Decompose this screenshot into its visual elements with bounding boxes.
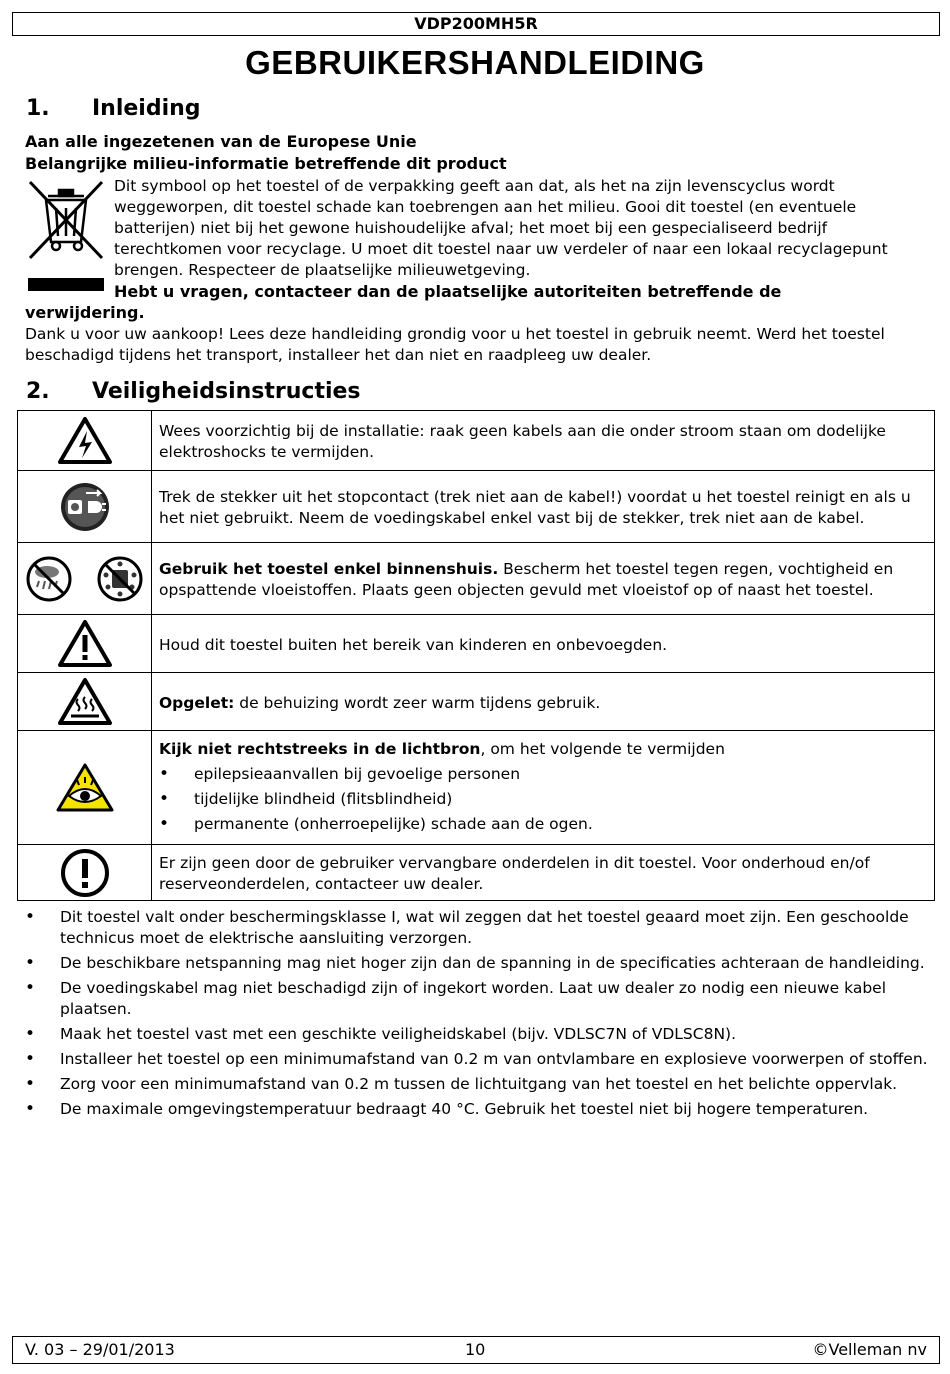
list-item: • Installeer het toestel op een minimumafstand van 0.2 m van ontvlambare en explosieve voorwerpen of stoffen. bbox=[25, 1049, 930, 1070]
version-date: V. 03 – 29/01/2013 bbox=[25, 1340, 175, 1359]
list-item: • tijdelijke blindheid (flitsblindheid) bbox=[159, 789, 928, 810]
page-footer bbox=[12, 1336, 940, 1364]
exclamation-circle-icon bbox=[60, 848, 110, 898]
document-title: GEBRUIKERSHANDLEIDING bbox=[245, 44, 705, 81]
list-item: • Zorg voor een minimumafstand van 0.2 m tussen de lichtuitgang van het toestel en het belichte oppervlak. bbox=[25, 1074, 930, 1095]
safety-instructions-table bbox=[17, 410, 935, 901]
eye-hazard-icon bbox=[55, 762, 115, 814]
contact-authorities-text: Hebt u vragen, contacteer dan de plaatselijke autoriteiten betreffende de bbox=[114, 282, 782, 301]
safety-text: Houd dit toestel buiten het bereik van kinderen en onbevoegden. bbox=[152, 615, 935, 673]
safety-text-rest: Bescherm het toestel tegen regen, vochtigheid en opspattende vloeistoffen. Plaats geen objecten gevuld met vloeistof op of naast het toestel. bbox=[159, 560, 894, 599]
section-heading-introduction bbox=[26, 96, 201, 121]
general-warning-icon bbox=[57, 619, 113, 669]
page-number: 10 bbox=[465, 1340, 486, 1359]
safety-row bbox=[18, 615, 935, 673]
safety-emphasis: Opgelet: bbox=[159, 693, 235, 712]
safety-row bbox=[18, 471, 935, 543]
section-title: Inleiding bbox=[92, 96, 201, 121]
list-item: • permanente (onherroepelijke) schade aan de ogen. bbox=[159, 814, 928, 835]
safety-text: Wees voorzichtig bij de installatie: raak geen kabels aan die onder stroom staan om dodelijke elektroshocks te vermijden. bbox=[152, 411, 935, 471]
safety-text: Trek de stekker uit het stopcontact (trek niet aan de kabel!) voordat u het toestel reinigt en als u het niet gebruikt. Neem de voedingskabel enkel vast bij de stekker, trek niet aan de kabel. bbox=[152, 471, 935, 543]
eu-residents-heading: Aan alle ingezetenen van de Europese Unie bbox=[25, 132, 417, 151]
list-item: • epilepsieaanvallen bij gevoelige personen bbox=[159, 764, 928, 785]
thank-you-text: Dank u voor uw aankoop! Lees deze handleiding grondig voor u het toestel in gebruik neemt. Werd het toestel beschadigd tijdens het transport, installeer het dan niet en raadpleeg uw dealer. bbox=[25, 325, 885, 364]
safety-row bbox=[18, 411, 935, 471]
section-title: Veiligheidsinstructies bbox=[92, 379, 361, 404]
safety-text bbox=[152, 673, 935, 731]
safety-emphasis: Kijk niet rechtstreeks in de lichtbron bbox=[159, 740, 481, 758]
weee-crossed-bin-icon bbox=[26, 178, 106, 294]
page-header bbox=[12, 12, 940, 36]
section-number: 1. bbox=[26, 96, 50, 121]
list-item: • De maximale omgevingstemperatuur bedraagt 40 °C. Gebruik het toestel niet bij hogere temperaturen. bbox=[25, 1099, 930, 1120]
environment-info-heading: Belangrijke milieu-informatie betreffende dit product bbox=[25, 154, 507, 173]
list-item: • De beschikbare netspanning mag niet hoger zijn dan de spanning in de specificaties achteraan de handleiding. bbox=[25, 953, 930, 974]
section-number: 2. bbox=[26, 379, 50, 404]
safety-text bbox=[152, 731, 935, 845]
eye-hazard-list bbox=[159, 764, 928, 835]
safety-text-rest: , om het volgende te vermijden bbox=[480, 740, 725, 758]
no-liquids-icon bbox=[96, 555, 144, 603]
safety-row bbox=[18, 673, 935, 731]
contact-authorities-text-end: verwijdering. bbox=[25, 303, 145, 322]
list-item: • De voedingskabel mag niet beschadigd zijn of ingekort worden. Laat uw dealer zo nodig een nieuwe kabel plaatsen. bbox=[25, 978, 930, 1020]
safety-text: Er zijn geen door de gebruiker vervangbare onderdelen in dit toestel. Voor onderhoud en/of reserveonderdelen, contacteer uw dealer. bbox=[152, 845, 935, 901]
list-item: • Maak het toestel vast met een geschikte veiligheidskabel (bijv. VDLSC7N of VDLSC8N). bbox=[25, 1024, 930, 1045]
copyright: ©Velleman nv bbox=[812, 1340, 927, 1359]
model-number: VDP200MH5R bbox=[414, 14, 538, 33]
safety-row bbox=[18, 731, 935, 845]
weee-disposal-text: Dit symbool op het toestel of de verpakking geeft aan dat, als het na zijn levenscyclus wordt weggeworpen, dit toestel schade kan toebrengen aan het milieu. Gooi dit toestel (en eventuele batterijen) niet bij het gewone huishoudelijke afval; het moet bij een gespecialiseerd bedrijf terechtkomen voor recyclage. U moet dit toestel naar uw verdeler of naar een lokaal recyclagepunt brengen. Respecteer de plaatselijke milieuwetgeving. bbox=[114, 177, 888, 279]
safety-text bbox=[152, 543, 935, 615]
safety-row bbox=[18, 543, 935, 615]
safety-text-rest: de behuizing wordt zeer warm tijdens gebruik. bbox=[234, 693, 601, 712]
unplug-icon bbox=[59, 481, 111, 533]
list-item: • Dit toestel valt onder beschermingsklasse I, wat wil zeggen dat het toestel geaard moet zijn. Een geschoolde technicus moet de elektrische aansluiting verzorgen. bbox=[25, 907, 930, 949]
safety-emphasis: Gebruik het toestel enkel binnenshuis. bbox=[159, 560, 499, 578]
hot-surface-icon bbox=[57, 677, 113, 727]
safety-bullet-list bbox=[25, 907, 930, 1124]
safety-row bbox=[18, 845, 935, 901]
electric-shock-warning-icon bbox=[57, 416, 113, 466]
section-heading-safety bbox=[26, 379, 361, 404]
no-rain-icon bbox=[25, 555, 73, 603]
